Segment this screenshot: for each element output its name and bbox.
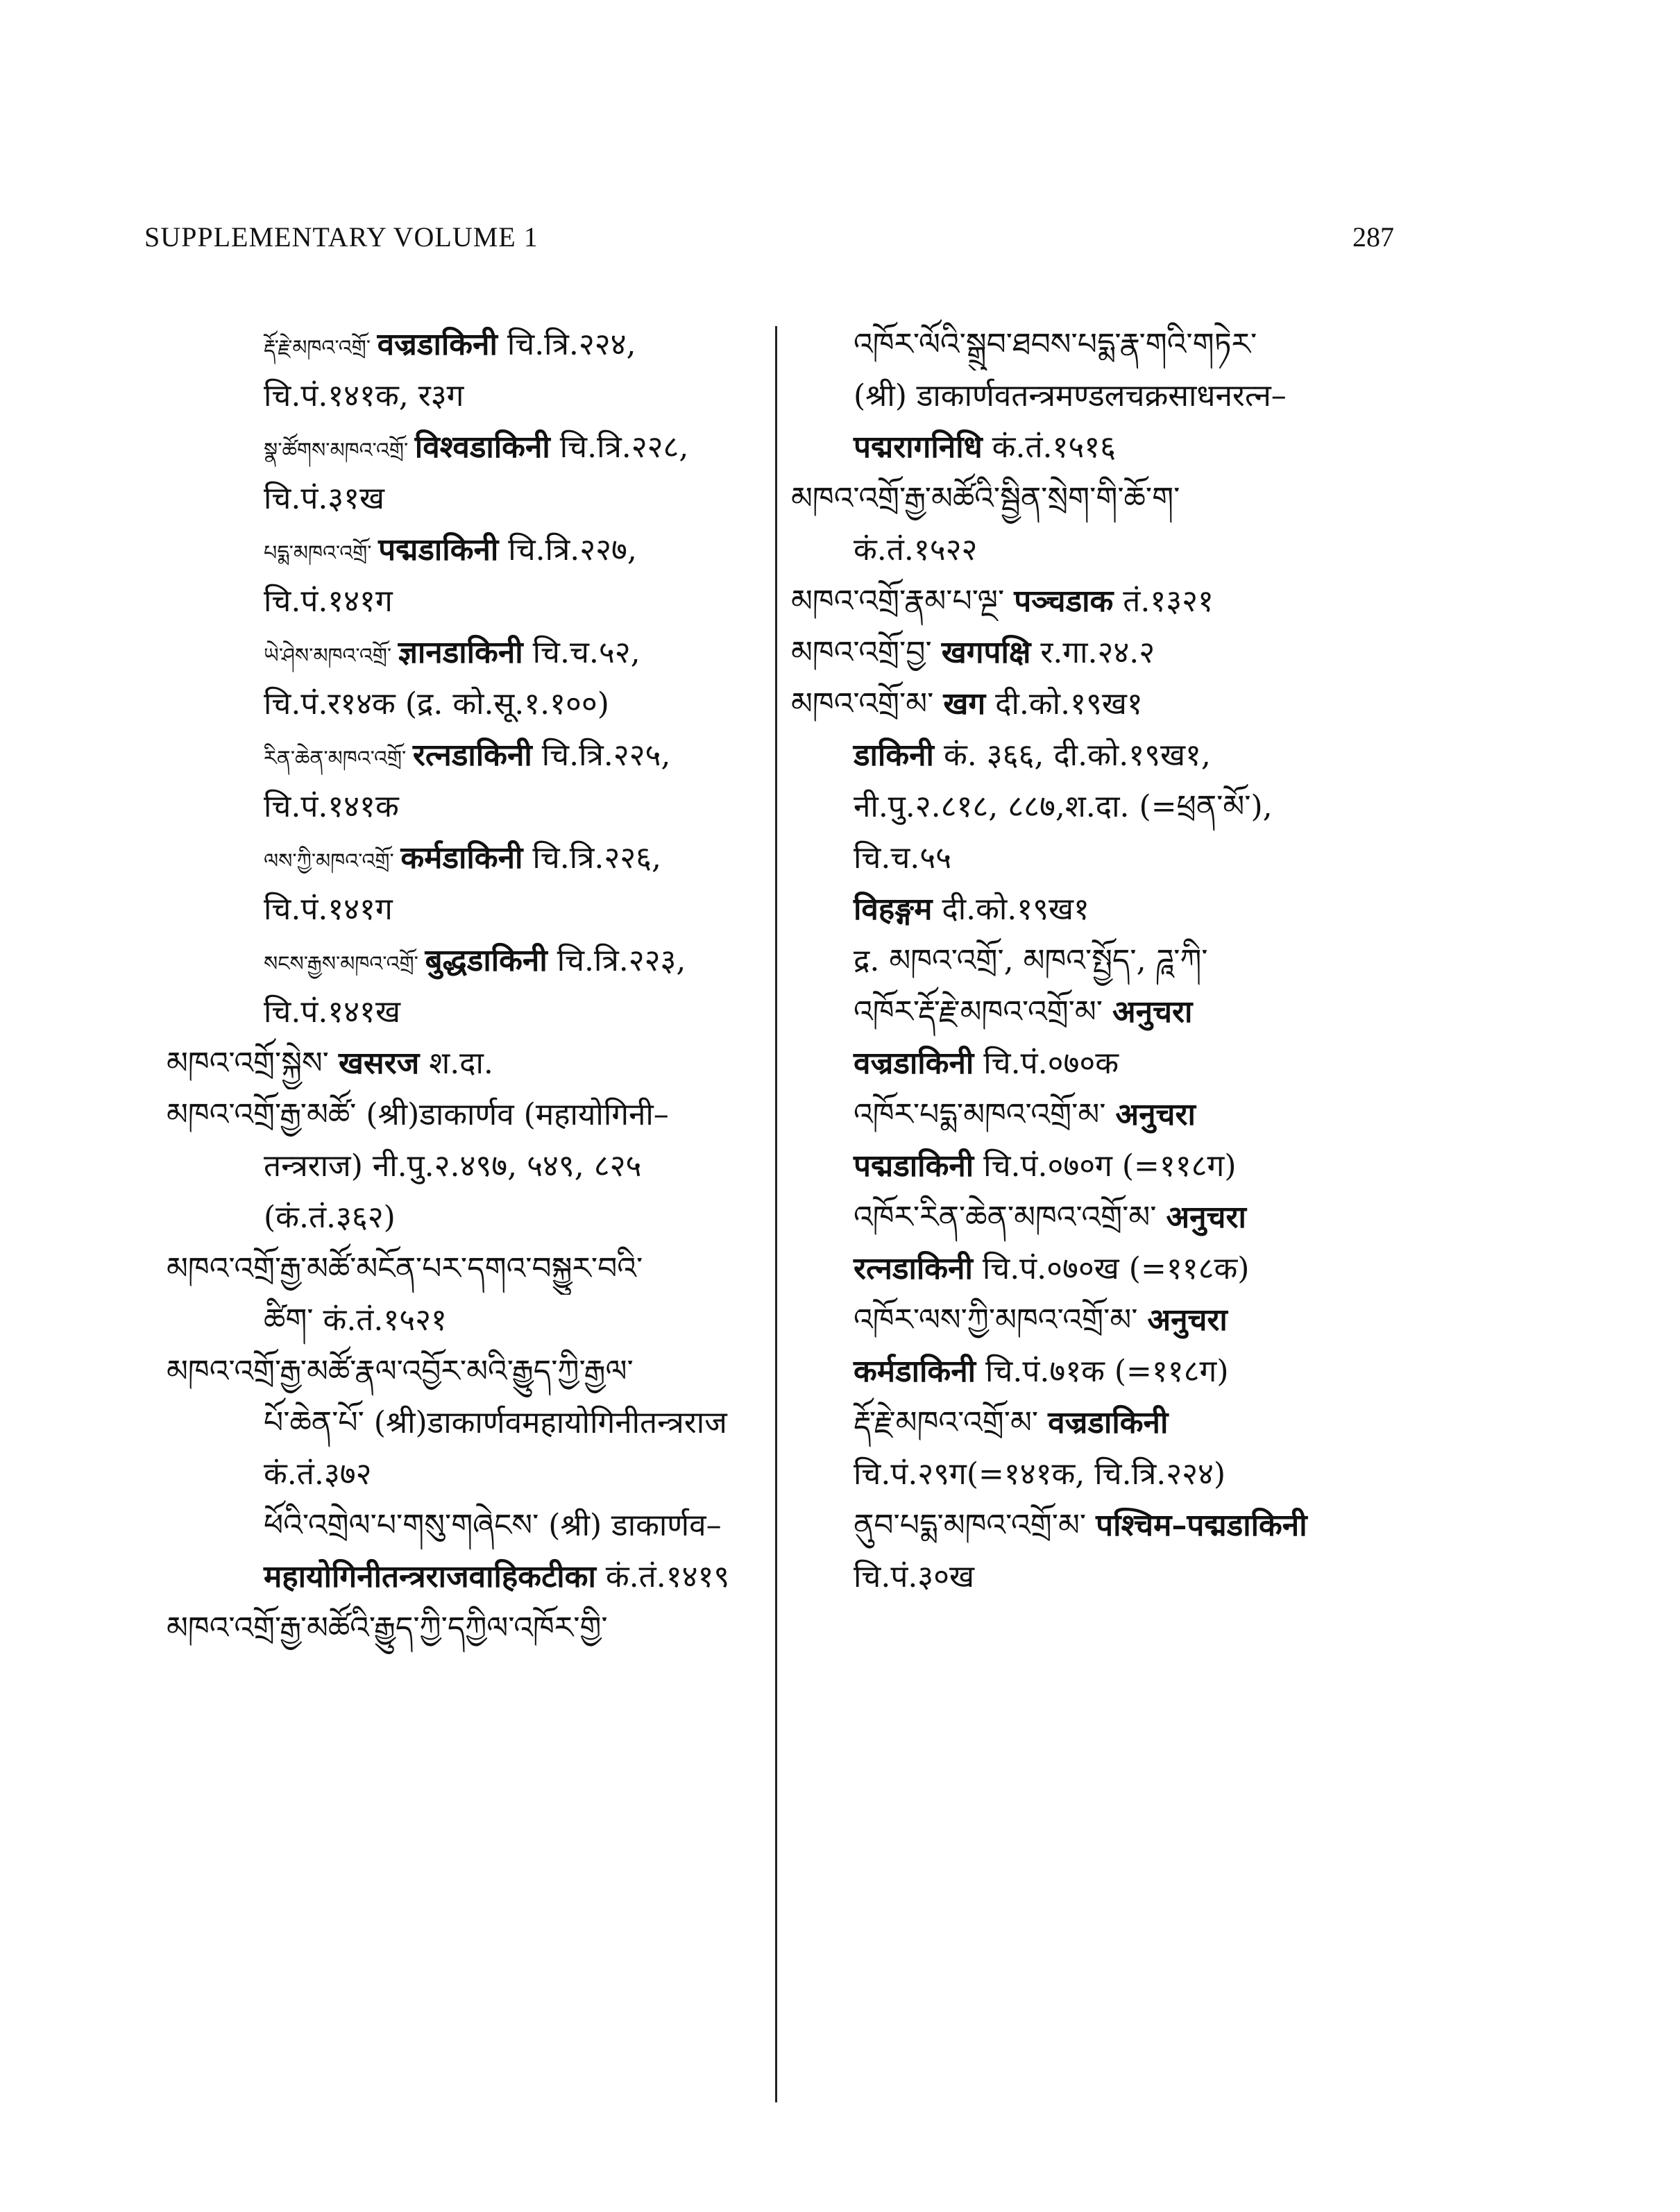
entry-line [791,525,1402,576]
entry-line [791,1295,1402,1346]
tibetan-term: མཁའ་འགྲོ་རྣམ་པ་ལྔ་ [791,584,1015,619]
running-head: SUPPLEMENTARY VOLUME 1 [144,221,538,253]
sanskrit-term: रत्नडाकिनी [412,738,532,773]
entry-line [791,1397,1402,1449]
sanskrit-term: विश्वडाकिनी [414,429,550,465]
reference-text: चि.पं.०७०ख (=११८क) [972,1251,1250,1286]
entry-line [167,730,763,781]
sanskrit-term: पद्मरागनिधि [854,429,983,465]
tibetan-term: མཁའ་འགྲོ་རྒྱ་མཚོ་ [167,1097,366,1132]
entry-line [167,1295,763,1346]
sanskrit-term: रत्नडाकिनी [854,1251,973,1286]
tibetan-term: མཁའ་འགྲོ་རྒྱ་མཚོའི་རྒྱུད་ཀྱི་དཀྱིལ་འཁོར་གྱི་ [167,1610,608,1646]
reference-text: दी.को.१९ख१ [985,686,1143,722]
tibetan-term: འཁོར་རྡོ་རྗེ་མཁའ་འགྲོ་མ་ [854,994,1113,1030]
tibetan-term: པོ་ཆེན་པོ་ [264,1405,374,1440]
reference-text: चि.त्रि.२२३, [547,943,686,978]
entry-line [791,987,1402,1038]
reference-text: चि.च.५२, [523,635,640,670]
sanskrit-term: ज्ञानडाकिनी [398,635,523,670]
tibetan-term: མཁའ་འགྲོ་སྐྱེས་ [167,1046,339,1081]
entry-line [167,1500,763,1551]
sanskrit-term: कर्मडाकिनी [400,840,523,876]
sanskrit-term: खसरज [338,1046,420,1081]
entry-line [167,1243,763,1295]
entry-line [167,884,763,935]
entry-line [791,576,1402,627]
entry-line [791,884,1402,935]
entry-line [167,987,763,1038]
sanskrit-term: अनुचरा [1166,1200,1246,1235]
tibetan-term: ཕོའི་འགྲེལ་པ་གསུ་གཞེངས་ [264,1508,549,1543]
reference-text: कं.तं.१४१९ [595,1559,730,1594]
reference-text: तं.१३२१ [1113,584,1214,619]
entry-line [791,1089,1402,1141]
entry-line [167,833,763,884]
entry-line [167,935,763,987]
entry-line [791,1449,1402,1500]
reference-text: चि.पं.०७०क [974,1046,1119,1081]
entry-line [167,1346,763,1397]
tibetan-term: སངས་རྒྱས་མཁའ་འགྲོ་ [264,952,425,976]
entry-line [791,627,1402,679]
sanskrit-term: खगपक्षि [941,635,1031,670]
entry-line [791,730,1402,781]
sanskrit-term: कर्मडाकिनी [854,1354,976,1389]
tibetan-term: ནུབ་པདྨ་མཁའ་འགྲོ་མ་ [854,1508,1096,1543]
reference-text: चि.त्रि.२२५, [532,738,671,773]
entry-line [791,1500,1402,1551]
reference-text: चि.पं.१४१ग [264,584,393,619]
reference-text: चि.पं.१४१ग [264,892,393,927]
reference-text: कं. ३६६, दी.को.१९ख१, [933,738,1211,773]
column-divider [775,326,777,2102]
entry-line [167,781,763,833]
reference-text: चि.पं.७१क (=११८ग) [976,1354,1229,1389]
reference-text: चि.च.५५ [854,840,952,876]
reference-text: चि.पं.१४१क [264,789,399,824]
entry-line [167,371,763,422]
entry-line [791,473,1402,525]
tibetan-term: རྡོ་རྗེ་མཁའ་འགྲོ་ [264,336,377,360]
reference-text: चि.त्रि.२२६, [523,840,662,876]
tibetan-term: མཁའ་འགྲོ་བྱ་ [791,635,942,670]
reference-text: (श्री) डाकार्णवतन्त्रमण्डलचक्रसाधनरत्न– [854,378,1287,414]
sanskrit-term: अनुचरा [1112,994,1193,1030]
reference-text: चि.पं.०७०ग (=११८ग) [974,1148,1237,1184]
reference-text: चि.पं.र१४क (द्र. को.सू.१.१००) [264,686,609,722]
reference-text: (कं.तं.३६२) [264,1200,396,1235]
entry-line [791,1038,1402,1089]
reference-text: चि.पं.३०ख [854,1559,975,1594]
sanskrit-term: पद्मडाकिनी [378,532,499,568]
sanskrit-term: वज्रडाकिनी [377,327,498,362]
reference-text: कं.तं.१५२१ [323,1302,447,1338]
reference-text: चि.पं.१४१क, र३ग [264,378,464,414]
entry-line [791,833,1402,884]
entry-line [791,1141,1402,1192]
entry-line [791,1346,1402,1397]
tibetan-term: རིན་ཆེན་མཁའ་འགྲོ་ [264,747,413,771]
page-header [0,221,1680,262]
entry-line [167,319,763,371]
sanskrit-term: महायोगिनीतन्त्रराजवाहिकटीका [264,1559,596,1594]
entry-line [167,1449,763,1500]
reference-text: तन्त्रराज) नी.पु.२.४९७, ५४९, ८२५ [264,1148,642,1184]
reference-text: (श्री)डाकार्णवमहायोगिनीतन्त्रराज [373,1405,727,1440]
entry-line [791,781,1402,833]
entry-line [167,422,763,473]
entry-line [791,935,1402,987]
entry-line [167,473,763,525]
entry-line [167,1141,763,1192]
reference-text: चि.पं.३१ख [264,481,385,516]
reference-text: (श्री)डाकार्णव (महायोगिनी– [366,1097,669,1132]
sanskrit-term: विहङ्गम [854,892,933,927]
entry-line [167,576,763,627]
reference-text: कं.तं.१५२२ [854,532,978,568]
entry-line [791,1551,1402,1603]
reference-text: चि.पं.२९ग(=१४१क, चि.त्रि.२२४) [854,1456,1226,1492]
tibetan-term: འཁོར་རིན་ཆེན་མཁའ་འགྲོ་མ་ [854,1200,1166,1235]
reference-text: कं.तं.३७२ [264,1456,372,1492]
entry-line [167,627,763,679]
right-column [791,319,1402,1603]
sanskrit-term: वज्रडाकिनी [1048,1405,1169,1440]
sanskrit-term: डाकिनी [854,738,934,773]
sanskrit-term: वज्रडाकिनी [854,1046,974,1081]
reference-text: र.गा.२४.२ [1030,635,1155,670]
tibetan-term: མཁའ་འགྲོ་མ་ [791,686,944,722]
entry-line [167,1603,763,1654]
reference-text: (श्री) डाकार्णव– [548,1508,722,1543]
entry-line [791,371,1402,422]
tibetan-term: ཚིག་ [264,1302,323,1338]
reference-text: श.दा. [419,1046,493,1081]
entry-line [167,1397,763,1449]
tibetan-term: ཡེ་ཤེས་མཁའ་འགྲོ་ [264,644,398,668]
left-column [167,319,763,1654]
sanskrit-term: बुद्धडाकिनी [425,943,548,978]
reference-text: दी.को.१९ख१ [932,892,1089,927]
reference-text: द्र. མཁའ་འགྲོ་, མཁའ་སྤྱོད་, ཌཱ་ཀི་ [854,943,1208,978]
reference-text: नी.पु.२.८१८, ८८७,श.दा. (=ཕྲན་མོ་), [854,789,1273,824]
sanskrit-term: पद्मडाकिनी [854,1148,974,1184]
sanskrit-term: अनुचरा [1115,1097,1196,1132]
reference-text: चि.पं.१४१ख [264,994,400,1030]
sanskrit-term: पश्चिम–पद्मडाकिनी [1096,1508,1307,1543]
reference-text: चि.त्रि.२२८, [550,429,689,465]
entry-line [791,1192,1402,1243]
entry-line [167,1038,763,1089]
tibetan-term: རྡོ་རྗེ་མཁའ་འགྲོ་མ་ [854,1405,1049,1440]
tibetan-term: མཁའ་འགྲོ་རྒྱ་མཚོ་མངོན་པར་དགའ་བསྐྱུར་བའི་ [167,1251,643,1286]
reference-text: चि.त्रि.२२७, [498,532,637,568]
sanskrit-term: अनुचरा [1147,1302,1228,1338]
sanskrit-term: खग [943,686,986,722]
tibetan-term: འཁོར་ལོའི་སྒྲུབ་ཐབས་པདྨ་རྣ་གའི་གཏེར་ [854,327,1257,362]
tibetan-term: མཁའ་འགྲོ་རྒྱ་མཚོའི་སྦྱིན་སྲེག་གི་ཆོ་ག་ [791,481,1180,516]
entry-line [167,1551,763,1603]
tibetan-term: སྣ་ཚོགས་མཁའ་འགྲོ་ [264,439,415,463]
tibetan-term: མཁའ་འགྲོ་རྒྱ་མཚོ་རྣལ་འབྱོར་མའི་རྒྱུད་ཀྱི་རྒྱལ་ [167,1354,634,1389]
tibetan-term: འཁོར་ལས་ཀྱི་མཁའ་འགྲོ་མ་ [854,1302,1148,1338]
entry-line [167,525,763,576]
entry-line [791,1243,1402,1295]
tibetan-term: ལས་ཀྱི་མཁའ་འགྲོ་ [264,849,401,874]
entry-line [791,679,1402,730]
tibetan-term: འཁོར་པདྨ་མཁའ་འགྲོ་མ་ [854,1097,1116,1132]
entry-line [791,422,1402,473]
sanskrit-term: पञ्चडाक [1014,584,1114,619]
entry-line [167,679,763,730]
tibetan-term: པདྨ་མཁའ་འགྲོ་ [264,541,379,565]
entry-line [791,319,1402,371]
entry-line [167,1192,763,1243]
page-number: 287 [1352,221,1394,253]
reference-text: कं.तं.१५१६ [982,429,1117,465]
entry-line [167,1089,763,1141]
reference-text: चि.त्रि.२२४, [497,327,636,362]
